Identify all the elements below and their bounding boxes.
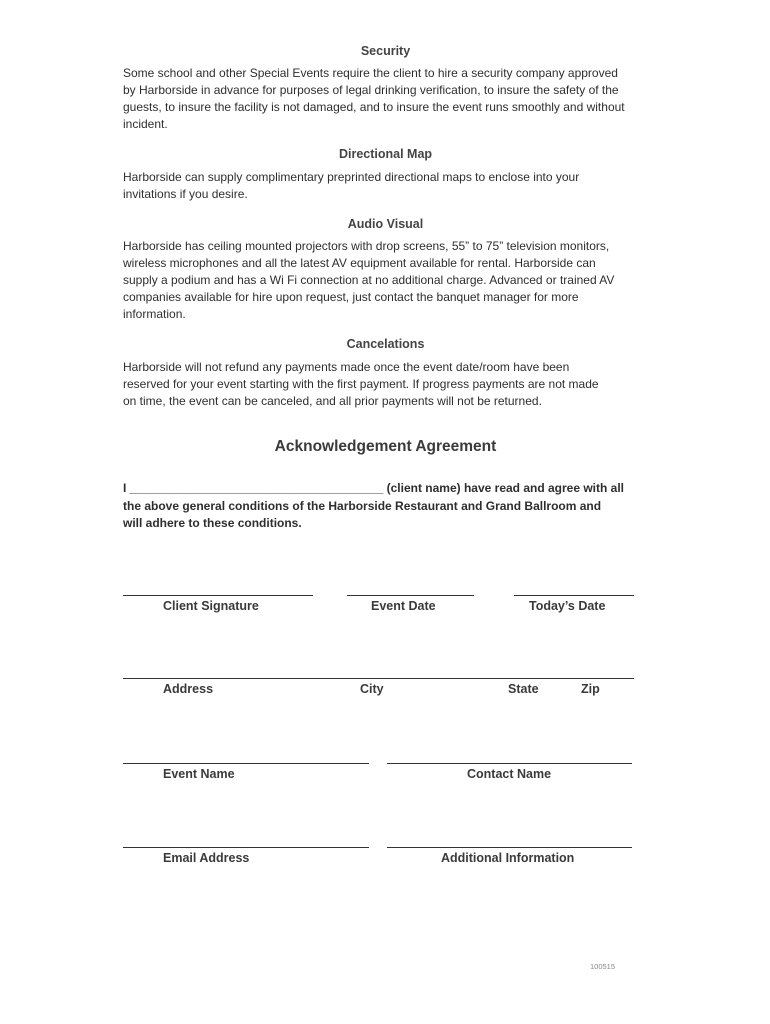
acknowledgement-title: Acknowledgement Agreement — [274, 438, 497, 455]
state-label: State — [508, 682, 539, 696]
event-date-line[interactable] — [347, 595, 474, 596]
section-title-security: Security — [360, 44, 411, 58]
contact-name-label: Contact Name — [467, 767, 552, 781]
section-text-directional-map: Harborside can supply complimentary preprinted directional maps to enclose into your invitations if you desire. — [123, 170, 580, 201]
section-title-directional-map: Directional Map — [338, 147, 433, 161]
section-title-audio-visual: Audio Visual — [347, 217, 424, 231]
contact-name-line[interactable] — [387, 763, 632, 764]
event-date-label: Event Date — [371, 599, 436, 613]
additional-information-line[interactable] — [387, 847, 632, 848]
client-signature-label: Client Signature — [163, 599, 259, 613]
section-text-security: Some school and other Special Events require the client to hire a security company approved by Harborside in advance for purposes of legal drinking verification, to insure the safety of the guests, to insure the facility is not damaged, and to insure the event runs smoothly and without incident. — [123, 66, 625, 131]
additional-information-label: Additional Information — [441, 851, 575, 865]
address-line[interactable] — [123, 678, 634, 679]
address-label: Address — [163, 682, 214, 696]
todays-date-line[interactable] — [514, 595, 634, 596]
event-name-label: Event Name — [163, 767, 235, 781]
acknowledgement-text: I ______________________________________ (client name) have read and agree with all the above general conditions of the Harborside Restaurant and Grand Ballroom and will adhere to these conditions. — [123, 481, 625, 530]
client-signature-line[interactable] — [123, 595, 313, 596]
section-text-cancelations: Harborside will not refund any payments made once the event date/room have been reserved for your event starting with the first payment. If progress payments are not made on time, the event can be canceled, and all prior payments will not be returned. — [123, 360, 599, 408]
city-label: City — [360, 682, 384, 696]
todays-date-label: Today’s Date — [529, 599, 606, 613]
email-address-line[interactable] — [123, 847, 369, 848]
section-title-cancelations: Cancelations — [346, 337, 425, 351]
email-address-label: Email Address — [163, 851, 250, 865]
document-code: 100515 — [590, 962, 616, 971]
section-text-audio-visual: Harborside has ceiling mounted projectors with drop screens, 55” to 75” television monitors, wireless microphones and all the latest AV equipment available for rental. Harborside can supply a podium and has a Wi Fi connection at no additional charge. Advanced or trained AV companies available for hire upon request, just contact the banquet manager for more information. — [123, 239, 615, 321]
event-name-line[interactable] — [123, 763, 369, 764]
zip-label: Zip — [581, 682, 600, 696]
